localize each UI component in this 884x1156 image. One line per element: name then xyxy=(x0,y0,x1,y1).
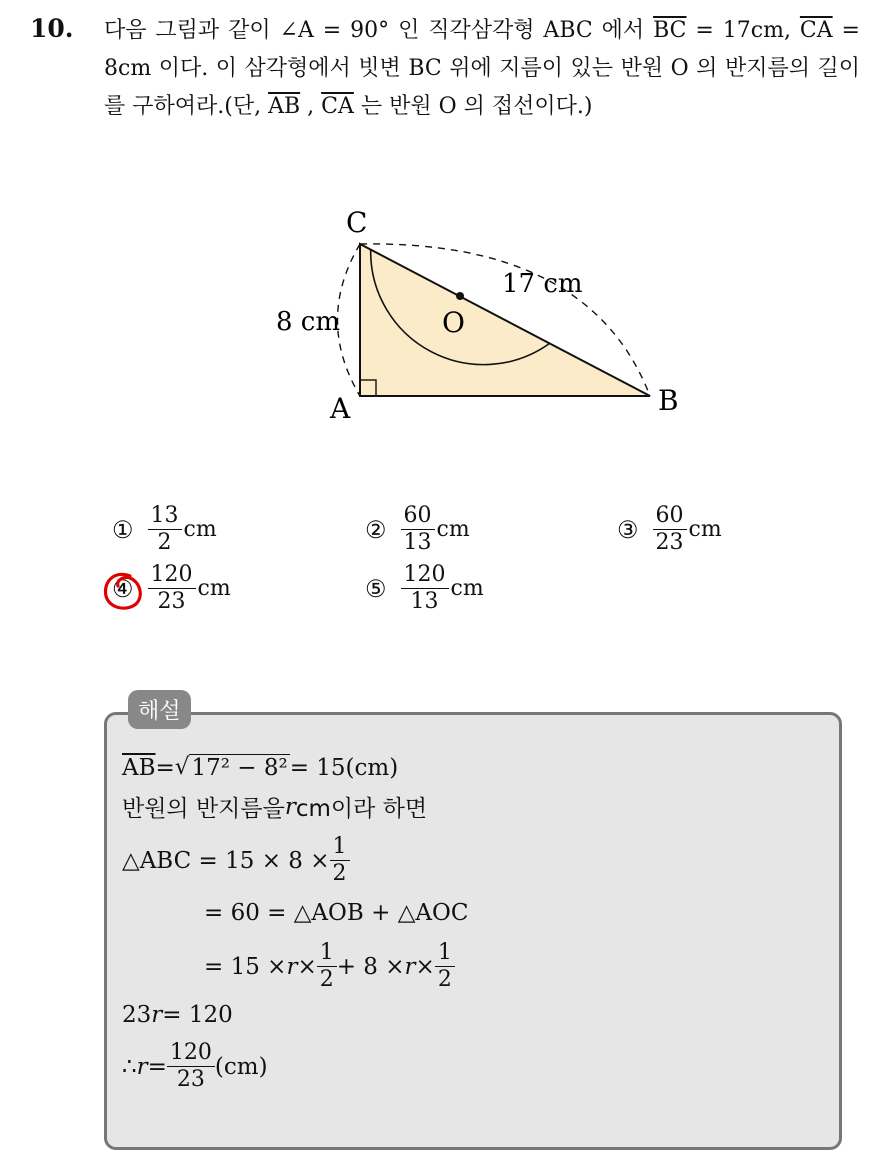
label-bc-length: 17 cm xyxy=(502,269,583,299)
choice-number: ② xyxy=(365,515,387,544)
fraction: $\frac{60}{13}$ xyxy=(401,503,435,556)
solution-line-6: 23 r = 120 xyxy=(122,1002,233,1028)
choice-5[interactable] xyxy=(365,562,484,615)
choice-number: ④ xyxy=(112,574,134,603)
solution-line-3: △ABC = 15 × 8 × $\frac{1}{2}$ xyxy=(122,834,350,887)
question-number: 10. xyxy=(30,14,74,43)
center-point xyxy=(456,292,464,300)
unit: cm xyxy=(183,517,217,542)
solution-line-5: = 15 × r × $\frac{1}{2}$ + 8 × r × $\frac{1}{2}$ xyxy=(204,940,455,993)
triangle-figure xyxy=(260,200,720,430)
fraction-half: $\frac{1}{2}$ xyxy=(435,940,455,993)
choice-number: ① xyxy=(112,515,134,544)
question-text: 다음 그림과 같이 ∠A = 90° 인 직각삼각형 ABC 에서 $\overline{BC} = 17cm$, $\overline{CA} = 8cm$ 이다. 이 삼각형에서 빗변 BC 위에 지름이 있는 반원 O 의 반지름의 길이를 구하여라.(단, $\overline{AB}$ , $\overline{CA}$ 는 반원 O 의 접선이다.) xyxy=(104,18,860,119)
solution-line-1: $\overline{AB}$ = √ 17² − 8² = 15(cm) xyxy=(122,754,399,781)
unit: cm xyxy=(688,517,722,542)
label-c: C xyxy=(346,206,368,239)
fraction-half: $\frac{1}{2}$ xyxy=(330,834,350,887)
choice-1[interactable] xyxy=(112,503,217,556)
unit: cm xyxy=(450,576,484,601)
answer-circle-mark xyxy=(100,568,148,616)
solution-line-2: 반원의 반지름을 r cm이라 하면 xyxy=(122,793,428,822)
fraction: $\frac{13}{2}$ xyxy=(148,503,182,556)
ca-dashed-arc xyxy=(338,244,361,396)
choice-3[interactable] xyxy=(617,503,722,556)
label-o: O xyxy=(442,306,465,339)
choice-number: ③ xyxy=(617,515,639,544)
label-a: A xyxy=(330,392,351,425)
unit: cm xyxy=(436,517,470,542)
solution-line-4: = 60 = △AOB + △AOC xyxy=(204,900,469,926)
choice-2[interactable] xyxy=(365,503,470,556)
sqrt: √ 17² − 8² xyxy=(174,754,288,781)
fraction: $\frac{120}{13}$ xyxy=(401,562,449,615)
unit: cm xyxy=(197,576,231,601)
fraction-answer: $\frac{120}{23}$ xyxy=(167,1040,215,1093)
label-b: B xyxy=(658,384,679,417)
fraction-half: $\frac{1}{2}$ xyxy=(317,940,337,993)
fraction: $\frac{120}{23}$ xyxy=(148,562,196,615)
fraction: $\frac{60}{23}$ xyxy=(653,503,687,556)
solution-line-7: ∴ r = $\frac{120}{23}$ (cm) xyxy=(122,1040,268,1092)
choice-number: ⑤ xyxy=(365,574,387,603)
solution-tag: 해설 xyxy=(128,690,191,729)
label-ca-length: 8 cm xyxy=(276,307,341,337)
